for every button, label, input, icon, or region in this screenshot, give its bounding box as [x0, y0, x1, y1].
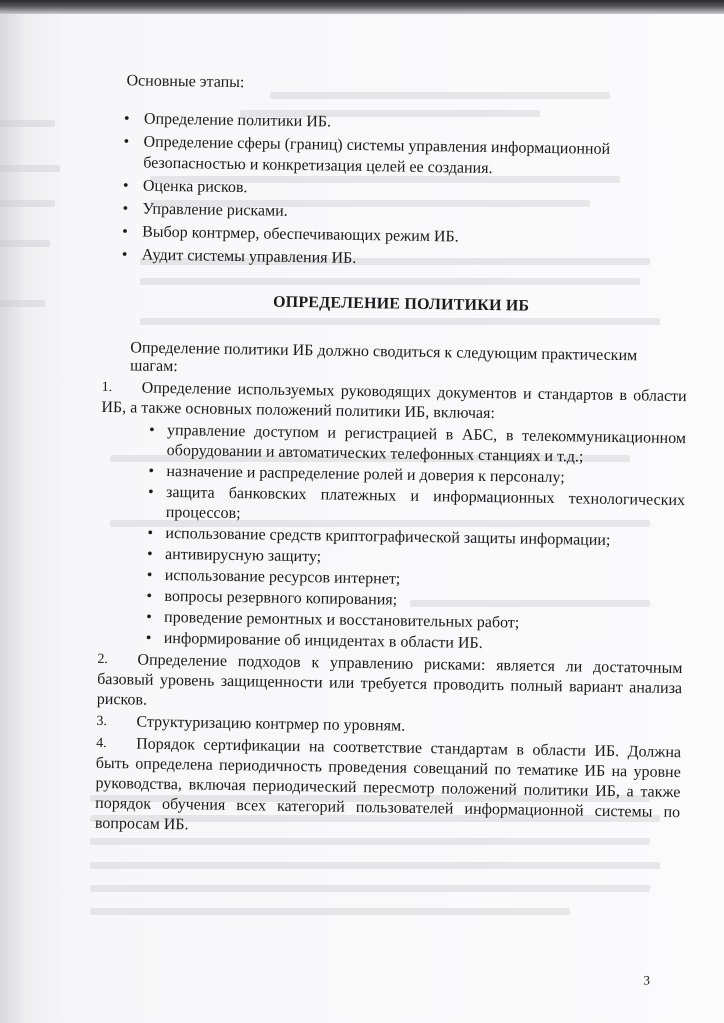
steps-list — [95, 378, 687, 845]
sub-list-item: • использование средств криптографической защиты информации; — [147, 524, 684, 552]
sub-list-item: • информирование об инцидентах в области ИБ. — [146, 629, 683, 657]
step-number: 3. — [96, 713, 108, 730]
sub-list-item: • назначение и распределение ролей и доверия к персоналу; — [148, 462, 685, 490]
sub-list-item: • использование ресурсов интернет; — [147, 566, 684, 594]
step-item — [95, 734, 681, 843]
sub-list-item: • управление доступом и регистрацией в АБС, в телекоммуникационном оборудовании и автоматических телефонных станциях и т.д.; — [149, 421, 687, 469]
intro-heading: Основные этапы: — [126, 72, 245, 92]
list-item: • Аудит системы управления ИБ. — [122, 244, 682, 274]
list-item: • Определение политики ИБ. — [124, 108, 684, 138]
step-text: Определение подходов к управлению рисками: является ли достаточным базовый уровень защищенности или требуется проводить полный вариант анализа рисков. — [96, 651, 683, 709]
list-item: • Оценка рисков. — [123, 175, 683, 205]
step-text: Определение используемых руководящих документов и стандартов в области ИБ, а также основных положений политики ИБ, включая: — [101, 379, 687, 423]
sub-list-item: • защита банковских платежных и информационных технологических процессов; — [148, 483, 686, 531]
step-number: 4. — [96, 735, 107, 752]
page-number: 3 — [643, 972, 651, 988]
step-item — [97, 650, 683, 719]
stages-list — [122, 108, 684, 276]
step-item — [98, 378, 687, 657]
list-item: • Управление рисками. — [122, 198, 682, 228]
step-number: 2. — [97, 651, 109, 668]
list-item: • Определение сферы (границ) системы управления информационной безопасностью и конкретизация целей ее создания. — [123, 131, 684, 182]
section-title: ОПРЕДЕЛЕНИЕ ПОЛИТИКИ ИБ — [272, 293, 530, 315]
sub-list-item: • вопросы резервного копирования; — [146, 587, 683, 615]
sub-list — [98, 420, 687, 657]
step-text: Порядок сертификации на соответствие стандартам в области ИБ. Должна быть определена периодичность проведения совещаний по тематике ИБ на уровне руководства, включая периодический пересмотр положений политики ИБ, а также порядок обучения всех категорий пользователей информационной системы по вопросам ИБ. — [94, 735, 682, 834]
list-item: • Выбор контрмер, обеспечивающих режим ИБ. — [122, 221, 682, 251]
step-text: Структуризацию контрмер по уровням. — [136, 713, 406, 735]
sub-list-item: • проведение ремонтных и восстановительных работ; — [146, 608, 683, 636]
step-number: 1. — [101, 379, 113, 396]
lead-paragraph: Определение политики ИБ должно сводиться к следующим практическим шагам: — [129, 339, 638, 376]
sub-list-item: • антивирусную защиту; — [147, 545, 684, 573]
